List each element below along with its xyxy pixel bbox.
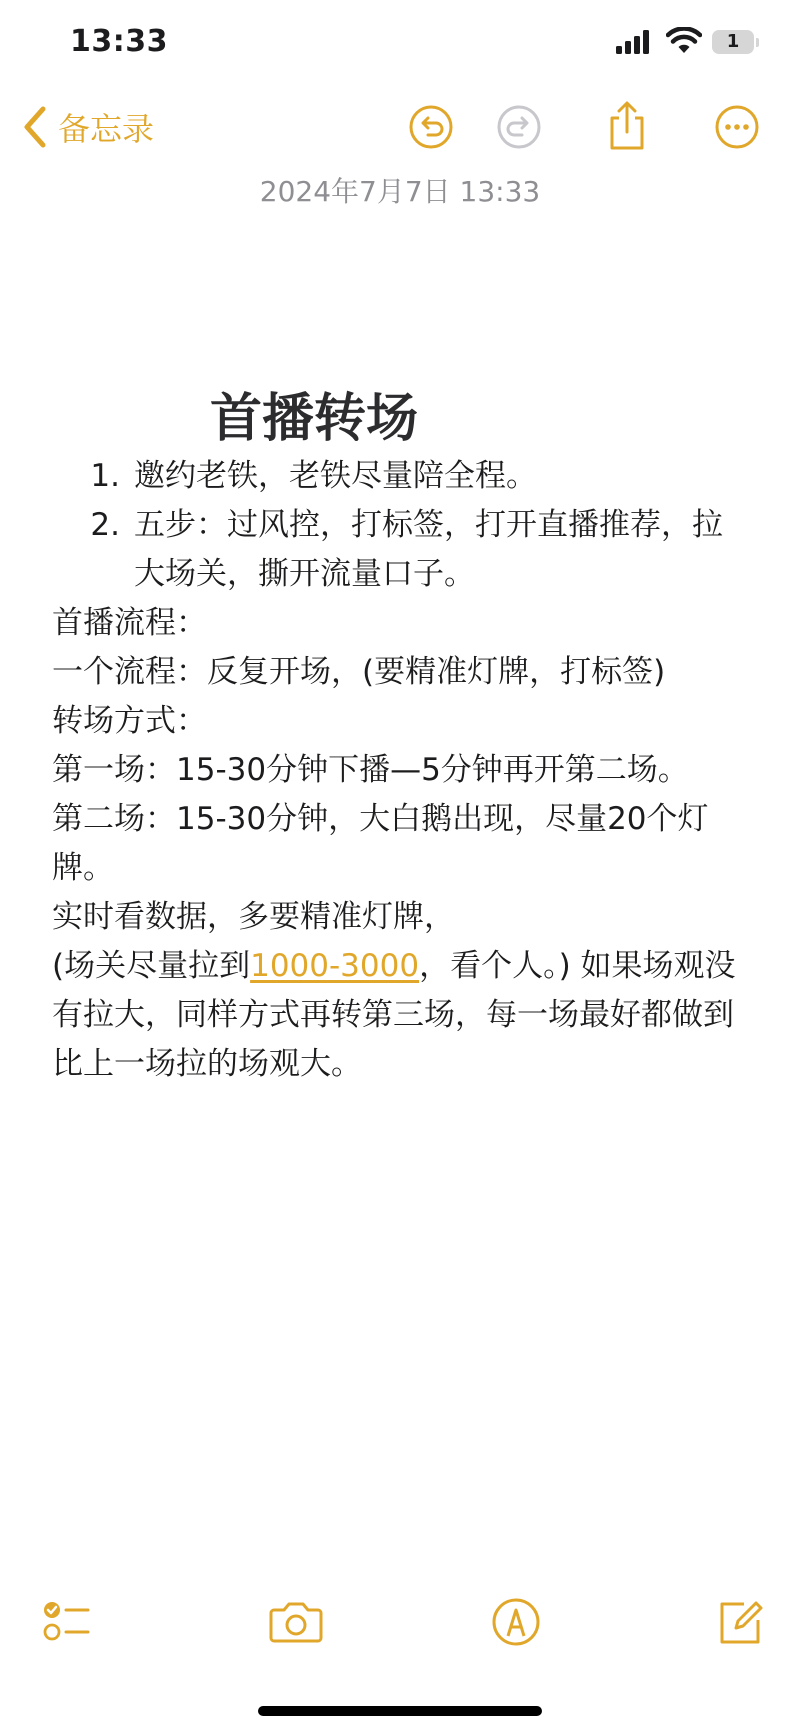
undo-icon[interactable]: [408, 104, 454, 150]
redo-icon[interactable]: [496, 104, 542, 150]
list-number: 1.: [90, 458, 120, 494]
note-paragraph: 一个流程：反复开场，(要精准灯牌，打标签): [52, 654, 666, 690]
note-title[interactable]: 首播转场: [210, 389, 419, 449]
wifi-icon: [666, 27, 702, 55]
paragraph-text: ，看个人。) 如果场观没有拉大，同样方式再转第三场，每一场最好都做到比上一场拉的场观大。: [52, 948, 736, 1082]
paragraph-text: (场关尽量拉到: [52, 948, 251, 984]
markup-icon[interactable]: [490, 1596, 542, 1648]
note-paragraph: [52, 942, 752, 1089]
battery-level: 1: [726, 31, 740, 52]
checklist-icon[interactable]: [42, 1596, 94, 1648]
note-paragraph: 第一场：15-30分钟下播—5分钟再开第二场。: [52, 752, 689, 788]
back-chevron-icon: [22, 105, 48, 149]
note-paragraph: 第二场：15-30分钟，大白鹅出现，尽量20个灯牌。: [52, 801, 709, 886]
home-indicator[interactable]: [258, 1706, 542, 1716]
note-paragraph: 转场方式：: [52, 703, 207, 739]
note-paragraph: 首播流程：: [52, 605, 207, 641]
number-link[interactable]: 1000-3000: [250, 948, 420, 984]
list-text: 邀约老铁，老铁尽量陪全程。: [134, 458, 537, 494]
note-paragraph: 实时看数据，多要精准灯牌，: [52, 899, 455, 935]
list-text: 五步：过风控，打标签，打开直播推荐，拉大场关，撕开流量口子。: [134, 507, 723, 592]
back-label: 备忘录: [58, 110, 155, 148]
more-icon[interactable]: [714, 104, 760, 150]
camera-icon[interactable]: [268, 1596, 324, 1648]
back-button[interactable]: [22, 104, 154, 150]
battery-icon: [712, 30, 760, 56]
list-item: [52, 501, 752, 599]
cellular-signal-icon: [616, 30, 652, 54]
note-date: 2024年7月7日 13:33: [259, 175, 541, 208]
note-body[interactable]: [52, 452, 752, 1089]
list-item: [52, 452, 752, 501]
share-icon[interactable]: [604, 100, 650, 152]
compose-icon[interactable]: [714, 1596, 766, 1648]
list-number: 2.: [90, 507, 120, 543]
status-time: 13:33: [70, 24, 168, 59]
